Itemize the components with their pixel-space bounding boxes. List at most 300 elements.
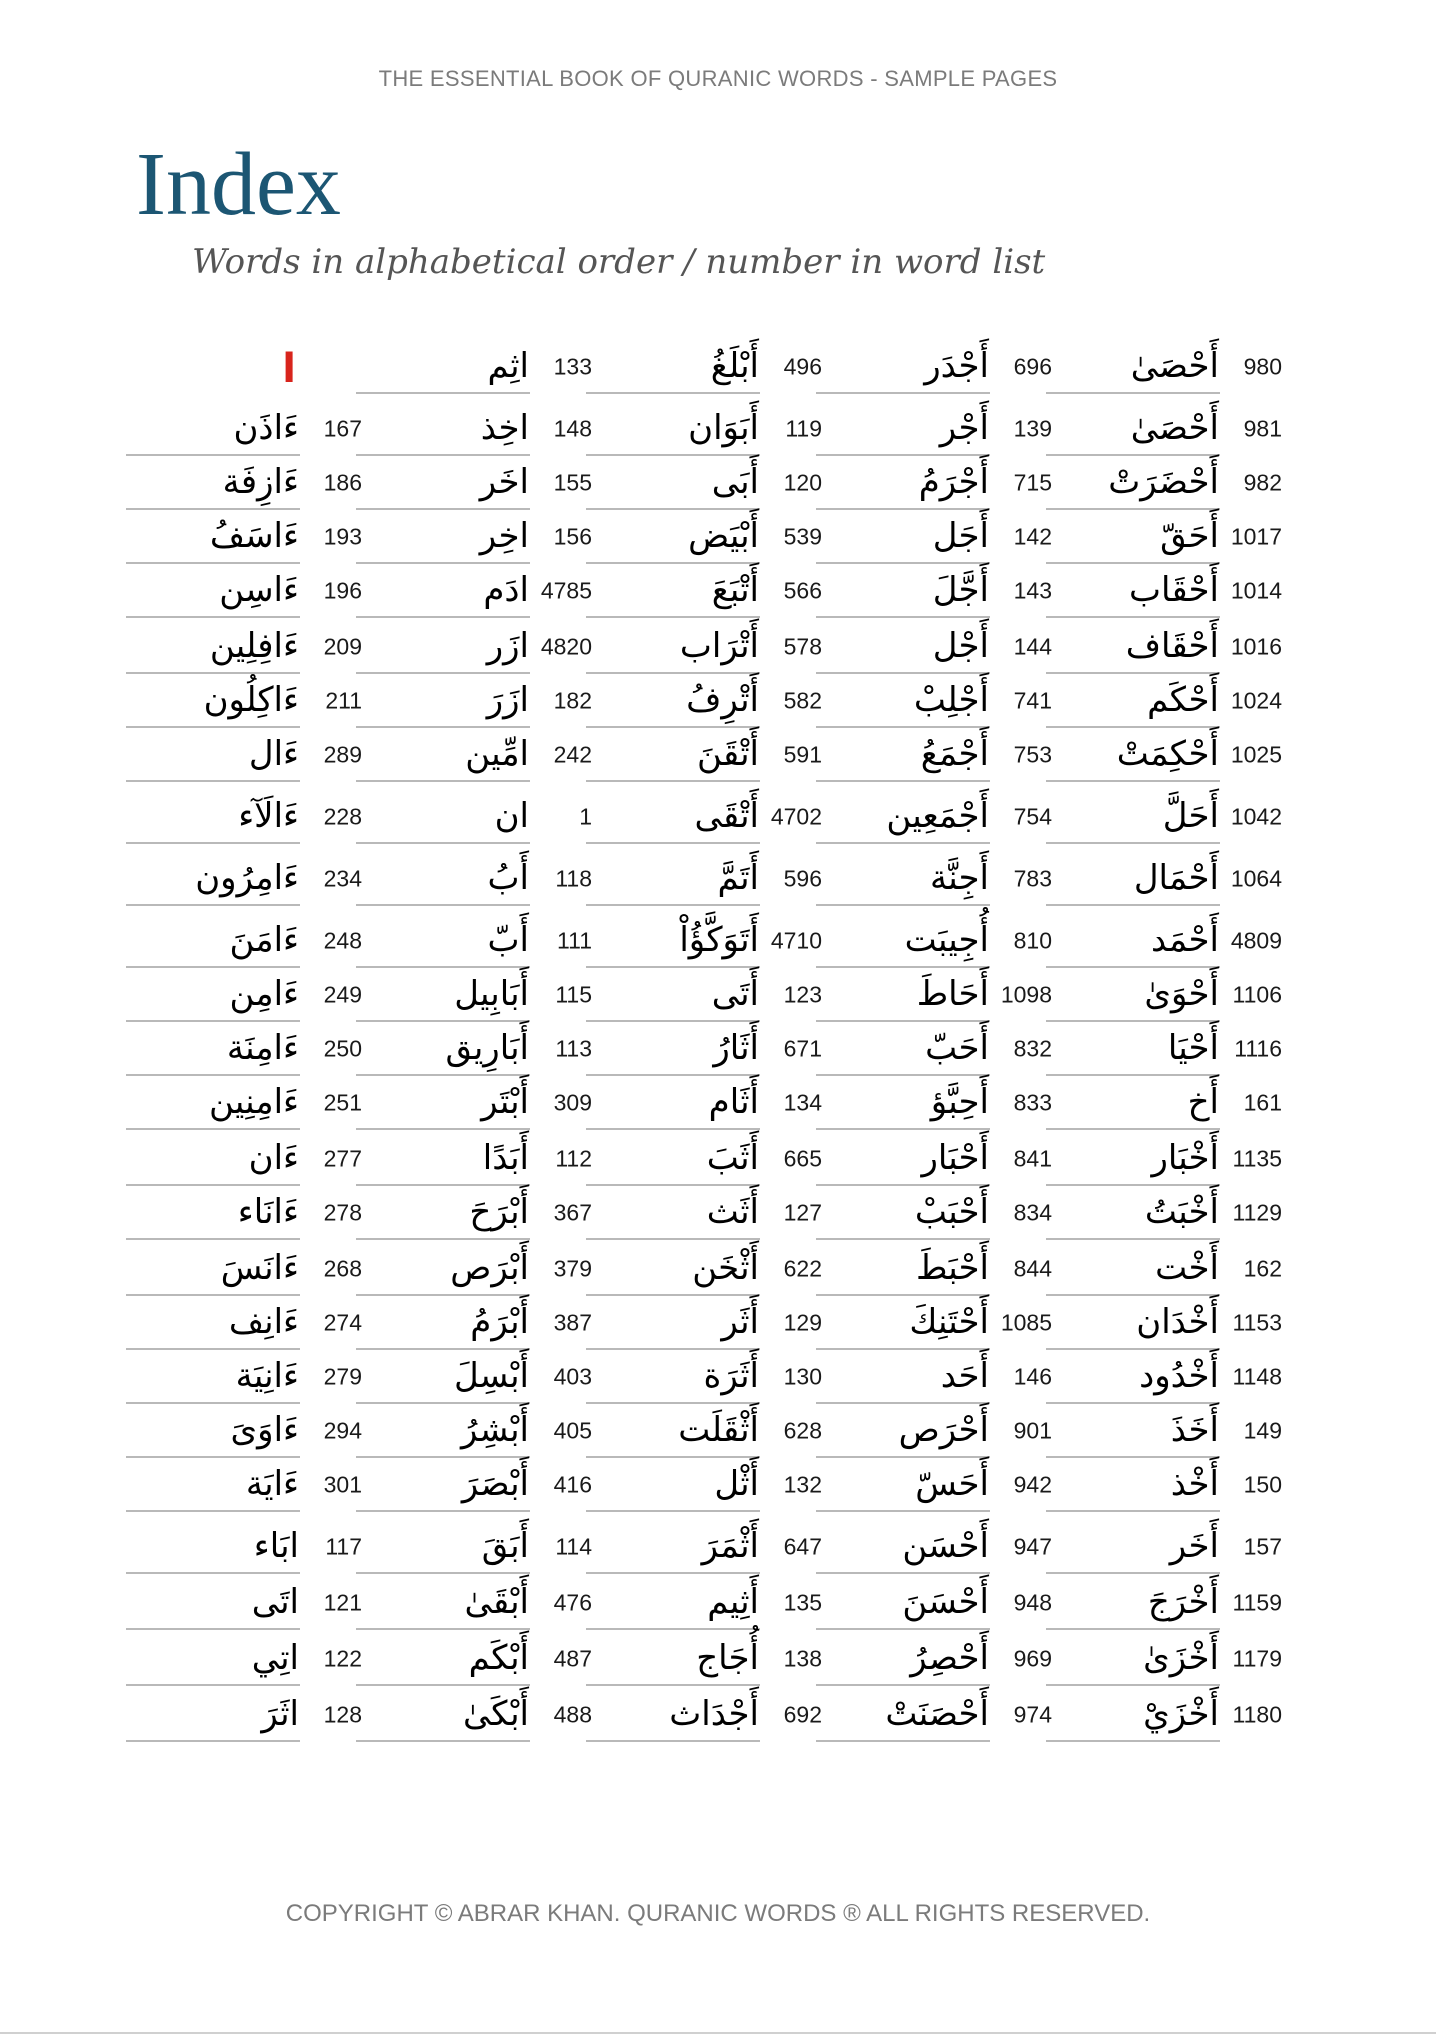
index-entry: [362, 620, 592, 674]
word-list-number: 834: [1013, 1199, 1052, 1226]
index-entry: [1052, 728, 1282, 782]
entry-divider: [816, 392, 990, 394]
word-list-number: 144: [1013, 633, 1052, 660]
entry-divider: [126, 616, 300, 618]
index-entry: [1052, 1632, 1282, 1686]
arabic-word: أَحَد: [940, 1356, 989, 1397]
arabic-word: اخِر: [479, 516, 529, 557]
index-entry: [362, 456, 592, 510]
entry-divider: [816, 780, 990, 782]
entry-divider: [356, 1740, 530, 1742]
entry-divider: [126, 1128, 300, 1130]
entry-divider: [1046, 1128, 1220, 1130]
word-list-number: 947: [1013, 1533, 1052, 1560]
arabic-word: أَتَى: [711, 974, 759, 1015]
arabic-word: أَحْصَىٰ: [1130, 408, 1219, 449]
word-list-number: 783: [1013, 865, 1052, 892]
index-entry: [132, 564, 362, 618]
arabic-word: أَثَث: [706, 1192, 759, 1233]
entry-divider: [1046, 904, 1220, 906]
arabic-word: أَبْكَىٰ: [462, 1694, 529, 1735]
entry-divider: [586, 1572, 760, 1574]
arabic-word: أَجَّلَ: [932, 570, 989, 611]
word-list-number: 1085: [1000, 1309, 1052, 1336]
index-entry: [132, 402, 362, 456]
arabic-word: أَجَل: [932, 516, 989, 557]
index-entry: [822, 340, 1052, 394]
index-entry: [1052, 1296, 1282, 1350]
entry-divider: [356, 616, 530, 618]
word-list-number: 1148: [1232, 1363, 1282, 1390]
word-list-number: 981: [1243, 415, 1282, 442]
index-entry: [822, 1350, 1052, 1404]
index-entry: [362, 1576, 592, 1630]
entry-divider: [816, 1510, 990, 1512]
index-entry: [1052, 1242, 1282, 1296]
arabic-word: ءَال: [248, 734, 299, 775]
index-table: [132, 342, 1284, 1762]
index-entry: [1052, 968, 1282, 1022]
arabic-word: أَخْزَىٰ: [1143, 1638, 1219, 1679]
index-entry: [592, 1132, 822, 1186]
index-entry: [132, 790, 362, 844]
word-list-number: 487: [553, 1645, 592, 1672]
word-list-number: 496: [783, 353, 822, 380]
index-entry: [362, 1350, 592, 1404]
index-entry: [592, 1186, 822, 1240]
word-list-number: 114: [555, 1533, 592, 1560]
word-list-number: 228: [323, 803, 362, 830]
entry-divider: [816, 904, 990, 906]
index-entry: [132, 1132, 362, 1186]
word-list-number: 130: [783, 1363, 822, 1390]
arabic-word: أَحْمَد: [1151, 920, 1219, 961]
arabic-word: أَبْيَض: [688, 516, 759, 557]
entry-divider: [126, 904, 300, 906]
arabic-word: أَتْقَى: [694, 796, 759, 837]
word-list-number: 196: [323, 577, 362, 604]
word-list-number: 753: [1013, 741, 1052, 768]
arabic-word: أَبَدًا: [482, 1138, 529, 1179]
index-entry: [1052, 1186, 1282, 1240]
index-entry: [592, 564, 822, 618]
index-entry: [1052, 1350, 1282, 1404]
alif-letter-heading: [132, 346, 300, 400]
index-entry: [362, 1022, 592, 1076]
index-entry: [362, 1404, 592, 1458]
index-entry: [1052, 1576, 1282, 1630]
index-entry: [132, 1688, 362, 1742]
index-entry: [132, 1242, 362, 1296]
index-entry: [592, 402, 822, 456]
arabic-word: أَبْكَم: [468, 1638, 529, 1679]
arabic-word: أَبَابِيل: [454, 974, 529, 1015]
arabic-word: أَخْدَان: [1136, 1302, 1219, 1343]
word-list-number: 832: [1013, 1035, 1052, 1062]
arabic-word: أَجْل: [932, 626, 989, 667]
index-entry: [1052, 790, 1282, 844]
word-list-number: 1042: [1230, 803, 1282, 830]
arabic-word: ءَانَاء: [237, 1192, 299, 1233]
word-list-number: 277: [323, 1145, 362, 1172]
word-list-number: 671: [783, 1035, 822, 1062]
word-list-number: 942: [1013, 1471, 1052, 1498]
word-list-number: 156: [553, 523, 592, 550]
entry-divider: [356, 1510, 530, 1512]
arabic-word: أَبْسِلَ: [454, 1356, 529, 1397]
arabic-word: أَخَذَ: [1170, 1410, 1219, 1451]
word-list-number: 122: [323, 1645, 362, 1672]
word-list-number: 974: [1013, 1701, 1052, 1728]
arabic-word: أَثْمَرَ: [701, 1526, 759, 1567]
arabic-word: ءَامِنَة: [226, 1028, 299, 1069]
index-entry: [1052, 456, 1282, 510]
index-entry: [1052, 1022, 1282, 1076]
arabic-word: أُجَاج: [696, 1638, 759, 1679]
index-entry: [592, 1688, 822, 1742]
index-entry: [132, 1022, 362, 1076]
index-entry: [362, 1242, 592, 1296]
index-entry: [362, 510, 592, 564]
word-list-number: 741: [1013, 687, 1052, 714]
index-entry: [822, 1688, 1052, 1742]
arabic-word: أَحْيَا: [1167, 1028, 1219, 1069]
arabic-word: ازَرَ: [486, 680, 529, 721]
word-list-number: 211: [325, 687, 362, 714]
arabic-word: أَجِنَّة: [930, 858, 989, 899]
entry-divider: [816, 1740, 990, 1742]
arabic-word: أَحْصِرُ: [910, 1638, 989, 1679]
arabic-word: أَخْبَتُ: [1144, 1192, 1219, 1233]
entry-divider: [816, 1128, 990, 1130]
index-entry: [822, 510, 1052, 564]
word-list-number: 117: [325, 1533, 362, 1560]
entry-divider: [586, 1238, 760, 1240]
arabic-word: أَبَى: [711, 462, 759, 503]
entry-divider: [1046, 1628, 1220, 1630]
arabic-word: أَحْصَىٰ: [1130, 346, 1219, 387]
index-entry: [592, 1076, 822, 1130]
index-entry: [132, 1186, 362, 1240]
index-entry: [592, 852, 822, 906]
index-entry: [592, 968, 822, 1022]
index-entry: [362, 790, 592, 844]
word-list-number: 4785: [540, 577, 592, 604]
word-list-number: 1016: [1230, 633, 1282, 660]
word-list-number: 1180: [1232, 1701, 1282, 1728]
word-list-number: 149: [1243, 1417, 1282, 1444]
word-list-number: 628: [783, 1417, 822, 1444]
arabic-word: ءَامَنَ: [229, 920, 299, 961]
index-entry: [132, 852, 362, 906]
entry-divider: [356, 1238, 530, 1240]
letter-heading-text: ا: [282, 346, 296, 392]
index-entry: [822, 456, 1052, 510]
index-entry: [362, 728, 592, 782]
arabic-word: أَخْدُود: [1139, 1356, 1219, 1397]
index-entry: [132, 728, 362, 782]
arabic-word: اثِم: [487, 346, 529, 387]
entry-divider: [356, 1684, 530, 1686]
word-list-number: 1024: [1230, 687, 1282, 714]
index-entry: [592, 340, 822, 394]
arabic-word: أَجْمَعِين: [886, 796, 989, 837]
index-entry: [592, 790, 822, 844]
word-list-number: 127: [783, 1199, 822, 1226]
arabic-word: اخَر: [479, 462, 529, 503]
word-list-number: 146: [1013, 1363, 1052, 1390]
arabic-word: أَثَر: [721, 1302, 759, 1343]
arabic-word: أُجِيبَت: [904, 920, 989, 961]
entry-divider: [356, 904, 530, 906]
arabic-word: أَثَام: [708, 1082, 759, 1123]
index-entry: [1052, 1076, 1282, 1130]
index-entry: [362, 1632, 592, 1686]
index-entry: [362, 1458, 592, 1512]
arabic-word: أَتْرِفُ: [686, 680, 759, 721]
entry-divider: [356, 780, 530, 782]
copyright-footer: COPYRIGHT © ABRAR KHAN. QURANIC WORDS ® ALL RIGHTS RESERVED.: [285, 1900, 1151, 1927]
arabic-word: ءَانِيَة: [235, 1356, 299, 1397]
entry-divider: [1046, 1238, 1220, 1240]
word-list-number: 129: [783, 1309, 822, 1336]
word-list-number: 135: [783, 1589, 822, 1616]
word-list-number: 123: [783, 981, 822, 1008]
index-entry: [592, 1632, 822, 1686]
word-list-number: 289: [323, 741, 362, 768]
index-entry: [132, 1576, 362, 1630]
entry-divider: [126, 1510, 300, 1512]
arabic-word: أَجْلِبْ: [913, 680, 989, 721]
index-entry: [362, 402, 592, 456]
entry-divider: [356, 1572, 530, 1574]
index-entry: [1052, 510, 1282, 564]
word-list-number: 143: [1013, 577, 1052, 604]
arabic-word: أَحْكَم: [1147, 680, 1219, 721]
arabic-word: ادَم: [483, 570, 529, 611]
index-entry: [1052, 1688, 1282, 1742]
arabic-word: اتِي: [251, 1638, 299, 1679]
index-entry: [362, 340, 592, 394]
arabic-word: اتَى: [251, 1582, 299, 1623]
word-list-number: 115: [555, 981, 592, 1008]
arabic-word: ءَانَسَ: [220, 1248, 299, 1289]
word-list-number: 591: [783, 741, 822, 768]
entry-divider: [1046, 1510, 1220, 1512]
entry-divider: [1046, 780, 1220, 782]
arabic-word: أَخْرَجَ: [1147, 1582, 1219, 1623]
index-entry: [592, 1520, 822, 1574]
index-entry: [362, 1520, 592, 1574]
word-list-number: 162: [1243, 1255, 1282, 1282]
word-list-number: 274: [323, 1309, 362, 1336]
arabic-word: أَحَلَّ: [1162, 796, 1219, 837]
word-list-number: 844: [1013, 1255, 1052, 1282]
arabic-word: أَحِبَّؤ: [930, 1082, 989, 1123]
arabic-word: أَتْرَاب: [679, 626, 759, 667]
word-list-number: 4820: [540, 633, 592, 660]
word-list-number: 539: [783, 523, 822, 550]
arabic-word: أَجْر: [939, 408, 989, 449]
arabic-word: أَخْزَيْ: [1143, 1694, 1219, 1735]
index-entry: [822, 620, 1052, 674]
word-list-number: 980: [1243, 353, 1282, 380]
arabic-word: ءَان: [248, 1138, 299, 1179]
arabic-word: أَحْبَبْ: [914, 1192, 989, 1233]
word-list-number: 578: [783, 633, 822, 660]
index-entry: [592, 1242, 822, 1296]
word-list-number: 403: [553, 1363, 592, 1390]
arabic-word: أَثَبَ: [706, 1138, 759, 1179]
arabic-word: أَتَوَكَّؤُاْ: [679, 920, 759, 961]
word-list-number: 134: [783, 1089, 822, 1116]
index-entry: [822, 674, 1052, 728]
word-list-number: 566: [783, 577, 822, 604]
index-entry: [822, 402, 1052, 456]
arabic-word: أَحْصَنَتْ: [885, 1694, 989, 1735]
entry-divider: [356, 842, 530, 844]
entry-divider: [586, 616, 760, 618]
index-entry: [822, 564, 1052, 618]
word-list-number: 1159: [1232, 1589, 1282, 1616]
arabic-word: أَحْكِمَتْ: [1116, 734, 1219, 775]
arabic-word: أَحْبَار: [921, 1138, 989, 1179]
word-list-number: 278: [323, 1199, 362, 1226]
index-entry: [592, 1576, 822, 1630]
index-entry: [1052, 1458, 1282, 1512]
word-list-number: 715: [1013, 469, 1052, 496]
word-list-number: 209: [323, 633, 362, 660]
index-entry: [592, 510, 822, 564]
arabic-word: ءَازِفَة: [222, 462, 299, 503]
index-entry: [132, 1520, 362, 1574]
entry-divider: [1046, 1740, 1220, 1742]
index-entry: [822, 790, 1052, 844]
word-list-number: 118: [555, 865, 592, 892]
word-list-number: 157: [1243, 1533, 1282, 1560]
word-list-number: 982: [1243, 469, 1282, 496]
index-entry: [822, 1022, 1052, 1076]
arabic-word: أَحْسَنَ: [902, 1582, 989, 1623]
arabic-word: أَثْقَلَت: [678, 1410, 759, 1451]
entry-divider: [126, 842, 300, 844]
arabic-word: امِّين: [465, 734, 529, 775]
arabic-word: أَحْبَطَ: [916, 1248, 989, 1289]
word-list-number: 901: [1013, 1417, 1052, 1444]
word-list-number: 969: [1013, 1645, 1052, 1672]
index-entry: [362, 914, 592, 968]
arabic-word: أَخْت: [1155, 1248, 1219, 1289]
entry-divider: [586, 842, 760, 844]
index-entry: [822, 1458, 1052, 1512]
index-entry: [362, 1296, 592, 1350]
word-list-number: 182: [553, 687, 592, 714]
arabic-word: أَبُ: [487, 858, 529, 899]
arabic-word: أَحْوَىٰ: [1144, 974, 1219, 1015]
index-entry: [822, 1186, 1052, 1240]
index-entry: [362, 674, 592, 728]
arabic-word: أَثَرَة: [703, 1356, 759, 1397]
entry-divider: [1046, 1572, 1220, 1574]
arabic-word: أَحَسّ: [915, 1464, 989, 1505]
entry-divider: [356, 1628, 530, 1630]
word-list-number: 692: [783, 1701, 822, 1728]
index-entry: [362, 968, 592, 1022]
index-entry: [822, 1076, 1052, 1130]
word-list-number: 622: [783, 1255, 822, 1282]
arabic-word: أَحْسَن: [902, 1526, 989, 1567]
word-list-number: 4809: [1230, 927, 1282, 954]
word-list-number: 294: [323, 1417, 362, 1444]
entry-divider: [126, 1572, 300, 1574]
entry-divider: [586, 1510, 760, 1512]
word-list-number: 948: [1013, 1589, 1052, 1616]
word-list-number: 251: [323, 1089, 362, 1116]
word-list-number: 1106: [1232, 981, 1282, 1008]
word-list-number: 1116: [1234, 1035, 1282, 1062]
word-list-number: 810: [1013, 927, 1052, 954]
word-list-number: 193: [323, 523, 362, 550]
index-entry: [822, 1242, 1052, 1296]
index-entry: [822, 1296, 1052, 1350]
index-entry: [1052, 674, 1282, 728]
arabic-word: أَحْضَرَتْ: [1108, 462, 1219, 503]
arabic-word: اثَرَ: [261, 1694, 299, 1735]
entry-divider: [126, 1684, 300, 1686]
arabic-word: أَبَوَان: [688, 408, 759, 449]
entry-divider: [1046, 842, 1220, 844]
index-entry: [592, 728, 822, 782]
word-list-number: 301: [323, 1471, 362, 1498]
word-list-number: 128: [323, 1701, 362, 1728]
index-entry: [822, 1520, 1052, 1574]
arabic-word: ءَامِرُون: [195, 858, 299, 899]
word-list-number: 234: [323, 865, 362, 892]
word-list-number: 155: [553, 469, 592, 496]
arabic-word: أَجْمَعُ: [920, 734, 989, 775]
index-entry: [132, 510, 362, 564]
index-entry: [362, 1076, 592, 1130]
index-entry: [362, 1186, 592, 1240]
entry-divider: [816, 1238, 990, 1240]
index-entry: [132, 456, 362, 510]
entry-divider: [816, 1684, 990, 1686]
word-list-number: 279: [323, 1363, 362, 1390]
arabic-word: ان: [494, 796, 529, 837]
arabic-word: أَجْدَر: [924, 346, 989, 387]
arabic-word: ءَافِلِين: [209, 626, 299, 667]
arabic-word: ءَانِف: [228, 1302, 299, 1343]
word-list-number: 754: [1013, 803, 1052, 830]
arabic-word: أَثْل: [714, 1464, 759, 1505]
index-entry: [132, 1076, 362, 1130]
arabic-word: ءَاذَن: [233, 408, 299, 449]
word-list-number: 139: [1013, 415, 1052, 442]
word-list-number: 150: [1243, 1471, 1282, 1498]
entry-divider: [816, 1572, 990, 1574]
arabic-word: أَبْشِرُ: [461, 1410, 529, 1451]
index-entry: [822, 1632, 1052, 1686]
word-list-number: 112: [555, 1145, 592, 1172]
word-list-number: 1179: [1232, 1645, 1282, 1672]
word-list-number: 582: [783, 687, 822, 714]
arabic-word: أَحْمَال: [1133, 858, 1219, 899]
page-subtitle: Words in alphabetical order / number in word list: [192, 242, 1046, 282]
word-list-number: 121: [323, 1589, 362, 1616]
word-list-number: 186: [323, 469, 362, 496]
index-entry: [822, 968, 1052, 1022]
arabic-word: أَحَقّ: [1160, 516, 1219, 557]
